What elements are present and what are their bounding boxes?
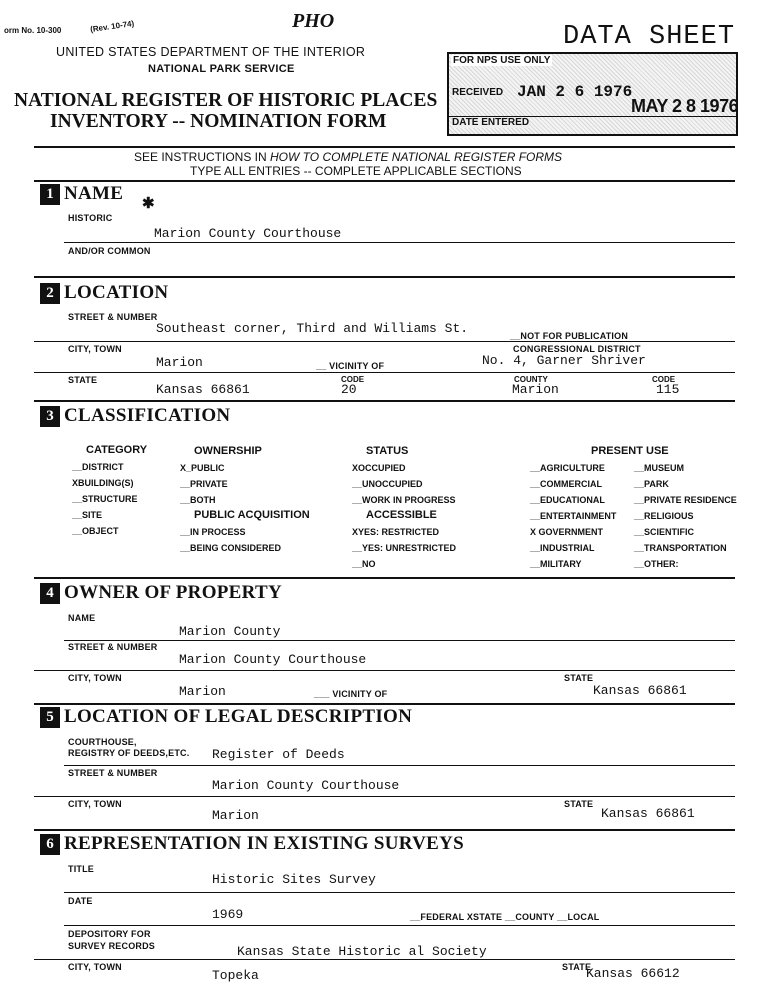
- category-option: __OBJECT: [72, 526, 119, 536]
- registry-label: REGISTRY OF DEEDS,ETC.: [68, 748, 190, 758]
- survey-levels: __FEDERAL XSTATE __COUNTY __LOCAL: [410, 912, 600, 922]
- rule: [34, 341, 735, 342]
- rule: [34, 372, 735, 373]
- status-heading: STATUS: [366, 445, 409, 457]
- rule: [34, 959, 735, 960]
- rule: [64, 925, 735, 926]
- section-number: 5: [40, 707, 60, 728]
- code-label: CODE: [341, 375, 365, 384]
- survey-date-label: DATE: [68, 896, 93, 906]
- rule: [64, 242, 735, 243]
- survey-title-value: Historic Sites Survey: [212, 872, 376, 887]
- nps-box-divider: [449, 116, 736, 117]
- status-option: __UNOCCUPIED: [352, 479, 423, 489]
- form-revision: (Rev. 10-74): [89, 18, 135, 35]
- owner-name-value: Marion County: [179, 624, 281, 639]
- legal-street-value: Marion County Courthouse: [212, 778, 400, 793]
- owner-street-value: Marion County Courthouse: [179, 652, 367, 667]
- rule: [34, 670, 735, 671]
- street-label: STREET & NUMBER: [68, 312, 158, 322]
- survey-date-value: 1969: [212, 907, 244, 922]
- use-option: __AGRICULTURE: [530, 463, 605, 473]
- section-5-heading: 5 LOCATION OF LEGAL DESCRIPTION: [40, 706, 412, 728]
- use-option: __MILITARY: [530, 559, 582, 569]
- accessible-option: __YES: UNRESTRICTED: [352, 543, 457, 553]
- owner-city-value: Marion: [179, 684, 226, 699]
- use-option: __COMMERCIAL: [530, 479, 603, 489]
- received-date: JAN 2 6 1976: [517, 83, 633, 101]
- legal-state-label: STATE: [564, 799, 594, 809]
- owner-state-label: STATE: [564, 673, 594, 683]
- rule: [34, 180, 735, 182]
- use-option: __PARK: [634, 479, 669, 489]
- street-value: Southeast corner, Third and Williams St.: [156, 321, 469, 336]
- use-option: __INDUSTRIAL: [530, 543, 595, 553]
- use-option: __MUSEUM: [634, 463, 685, 473]
- accessible-heading: ACCESSIBLE: [366, 509, 437, 521]
- category-option: __SITE: [72, 510, 103, 520]
- form-number: orm No. 10-300: [4, 26, 62, 35]
- legal-state-value: Kansas 66861: [601, 806, 695, 821]
- survey-records-label: SURVEY RECORDS: [68, 941, 155, 951]
- owner-vicinity: ___ VICINITY OF: [314, 689, 388, 699]
- courthouse-label: COURTHOUSE,: [68, 737, 137, 747]
- code-value: 20: [341, 382, 357, 397]
- rule: [64, 892, 735, 893]
- section-number: 6: [40, 834, 60, 855]
- date-entered-label: DATE ENTERED: [452, 117, 530, 128]
- accessible-option: XYES: RESTRICTED: [352, 527, 440, 537]
- section-number: 4: [40, 583, 60, 604]
- state-label: STATE: [68, 375, 98, 385]
- rule: [34, 276, 735, 278]
- section-number: 3: [40, 406, 60, 427]
- county-label: COUNTY: [514, 375, 548, 384]
- use-option: __ENTERTAINMENT: [530, 511, 617, 521]
- courthouse-value: Register of Deeds: [212, 747, 345, 762]
- rule: [34, 796, 735, 797]
- date-entered-value: MAY 2 8 1976: [631, 96, 739, 116]
- section-6-heading: 6 REPRESENTATION IN EXISTING SURVEYS: [40, 833, 464, 855]
- section-number: 1: [40, 184, 60, 205]
- nps-use-label: FOR NPS USE ONLY: [453, 55, 551, 66]
- present-use-heading: PRESENT USE: [591, 445, 669, 457]
- code2-label: CODE: [652, 375, 676, 384]
- ownership-heading: OWNERSHIP: [194, 445, 262, 457]
- congressional-label: CONGRESSIONAL DISTRICT: [513, 344, 641, 354]
- survey-state-label: STATE: [562, 962, 592, 972]
- use-option: __RELIGIOUS: [634, 511, 694, 521]
- service-name: NATIONAL PARK SERVICE: [148, 63, 295, 75]
- acquisition-heading: PUBLIC ACQUISITION: [194, 509, 310, 521]
- section-1-heading: 1 NAME: [40, 183, 123, 205]
- historic-value: Marion County Courthouse: [154, 226, 342, 241]
- owner-state-value: Kansas 66861: [593, 683, 687, 698]
- congressional-value: No. 4, Garner Shriver: [482, 353, 646, 368]
- received-label: RECEIVED: [452, 87, 504, 98]
- ownership-option: __BOTH: [180, 495, 216, 505]
- legal-city-label: CITY, TOWN: [68, 799, 122, 809]
- department-name: UNITED STATES DEPARTMENT OF THE INTERIOR: [56, 45, 366, 59]
- section-4-heading: 4 OWNER OF PROPERTY: [40, 582, 282, 604]
- rule: [64, 640, 735, 641]
- section-2-heading: 2 LOCATION: [40, 282, 168, 304]
- owner-name-label: NAME: [68, 613, 96, 623]
- use-option: __TRANSPORTATION: [634, 543, 727, 553]
- status-option: __WORK IN PROGRESS: [352, 495, 456, 505]
- owner-city-label: CITY, TOWN: [68, 673, 122, 683]
- rule: [34, 146, 735, 148]
- vicinity-label: __ VICINITY OF: [316, 361, 385, 371]
- ownership-option: X_PUBLIC: [180, 463, 225, 473]
- use-option: __SCIENTIFIC: [634, 527, 695, 537]
- acquisition-option: __IN PROCESS: [180, 527, 246, 537]
- instructions-line2: TYPE ALL ENTRIES -- COMPLETE APPLICABLE SECTIONS: [190, 164, 522, 178]
- survey-city-label: CITY, TOWN: [68, 962, 122, 972]
- owner-street-label: STREET & NUMBER: [68, 642, 158, 652]
- use-option: __EDUCATIONAL: [530, 495, 605, 505]
- use-option: __OTHER:: [634, 559, 679, 569]
- status-option: XOCCUPIED: [352, 463, 406, 473]
- handwritten-mark: ✱: [142, 195, 155, 212]
- rule: [34, 577, 735, 579]
- data-sheet-stamp: DATA SHEET: [563, 22, 736, 52]
- legal-city-value: Marion: [212, 808, 259, 823]
- accessible-option: __NO: [352, 559, 376, 569]
- use-option: X GOVERNMENT: [530, 527, 604, 537]
- section-3-heading: 3 CLASSIFICATION: [40, 405, 230, 427]
- use-option: __PRIVATE RESIDENCE: [634, 495, 737, 505]
- historic-label: HISTORIC: [68, 213, 113, 223]
- rule: [34, 703, 735, 705]
- city-label: CITY, TOWN: [68, 344, 122, 354]
- not-for-publication: __NOT FOR PUBLICATION: [510, 331, 629, 341]
- common-label: AND/OR COMMON: [68, 246, 151, 256]
- legal-street-label: STREET & NUMBER: [68, 768, 158, 778]
- form-title-line2: INVENTORY -- NOMINATION FORM: [50, 111, 387, 132]
- survey-state-value: Kansas 66612: [586, 966, 680, 981]
- category-option: __DISTRICT: [72, 462, 124, 472]
- handwritten-annotation: PHO: [292, 10, 335, 32]
- rule: [34, 400, 735, 402]
- form-title-line1: NATIONAL REGISTER OF HISTORIC PLACES: [14, 90, 438, 111]
- category-option: __STRUCTURE: [72, 494, 138, 504]
- survey-city-value: Topeka: [212, 968, 259, 983]
- city-value: Marion: [156, 355, 203, 370]
- county-value: Marion: [512, 382, 559, 397]
- section-number: 2: [40, 283, 60, 304]
- ownership-option: __PRIVATE: [180, 479, 228, 489]
- state-value: Kansas 66861: [156, 382, 250, 397]
- category-option: XBUILDING(S): [72, 478, 134, 488]
- code2-value: 115: [656, 382, 680, 397]
- depository-label: DEPOSITORY FOR: [68, 929, 151, 939]
- depository-value: Kansas State Historic al Society: [237, 944, 487, 959]
- rule: [64, 765, 735, 766]
- survey-title-label: TITLE: [68, 864, 94, 874]
- acquisition-option: __BEING CONSIDERED: [180, 543, 282, 553]
- rule: [34, 829, 735, 831]
- category-heading: CATEGORY: [86, 444, 148, 456]
- instructions-line1: SEE INSTRUCTIONS IN HOW TO COMPLETE NATIONAL REGISTER FORMS: [134, 150, 563, 164]
